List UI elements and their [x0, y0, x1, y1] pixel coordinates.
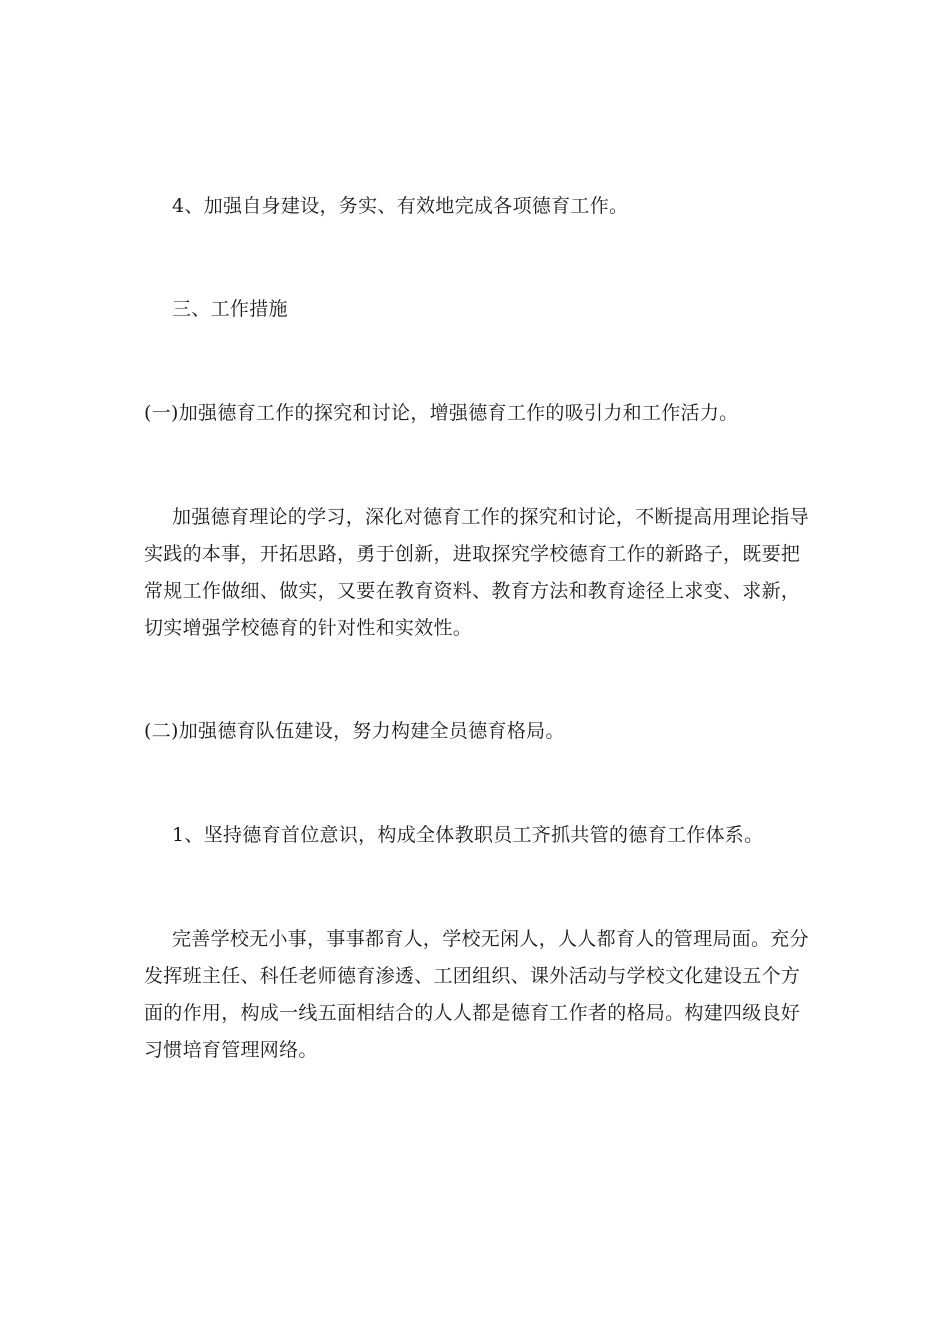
paragraph-line: 常规工作做细、做实，又要在教育资料、教育方法和教育途径上求变、求新，	[144, 580, 801, 602]
paragraph-line: 习惯培育管理网络。	[144, 1039, 318, 1061]
paragraph-item-1: 1、坚持德育首位意识，构成全体教职员工齐抓共管的德育工作体系。	[172, 824, 764, 846]
paragraph-line: 完善学校无小事，事事都育人，学校无闲人，人人都育人的管理局面。充分	[172, 928, 809, 950]
subsection-heading-2: (二)加强德育队伍建设，努力构建全员德育格局。	[144, 720, 565, 742]
paragraph-line: 发挥班主任、科任老师德育渗透、工团组织、课外活动与学校文化建设五个方	[144, 965, 801, 987]
paragraph-line: 面的作用，构成一线五面相结合的人人都是德育工作者的格局。构建四级良好	[144, 1002, 801, 1024]
subsection-heading-1: (一)加强德育工作的探究和讨论，增强德育工作的吸引力和工作活力。	[144, 402, 739, 424]
paragraph-line: 实践的本事，开拓思路，勇于创新，进取探究学校德育工作的新路子，既要把	[144, 543, 801, 565]
paragraph-item-4: 4、加强自身建设，务实、有效地完成各项德育工作。	[172, 195, 629, 217]
paragraph-line: 切实增强学校德育的针对性和实效性。	[144, 617, 473, 639]
paragraph-line: 加强德育理论的学习，深化对德育工作的探究和讨论，不断提高用理论指导	[172, 506, 809, 528]
section-heading-measures: 三、工作措施	[172, 298, 288, 320]
